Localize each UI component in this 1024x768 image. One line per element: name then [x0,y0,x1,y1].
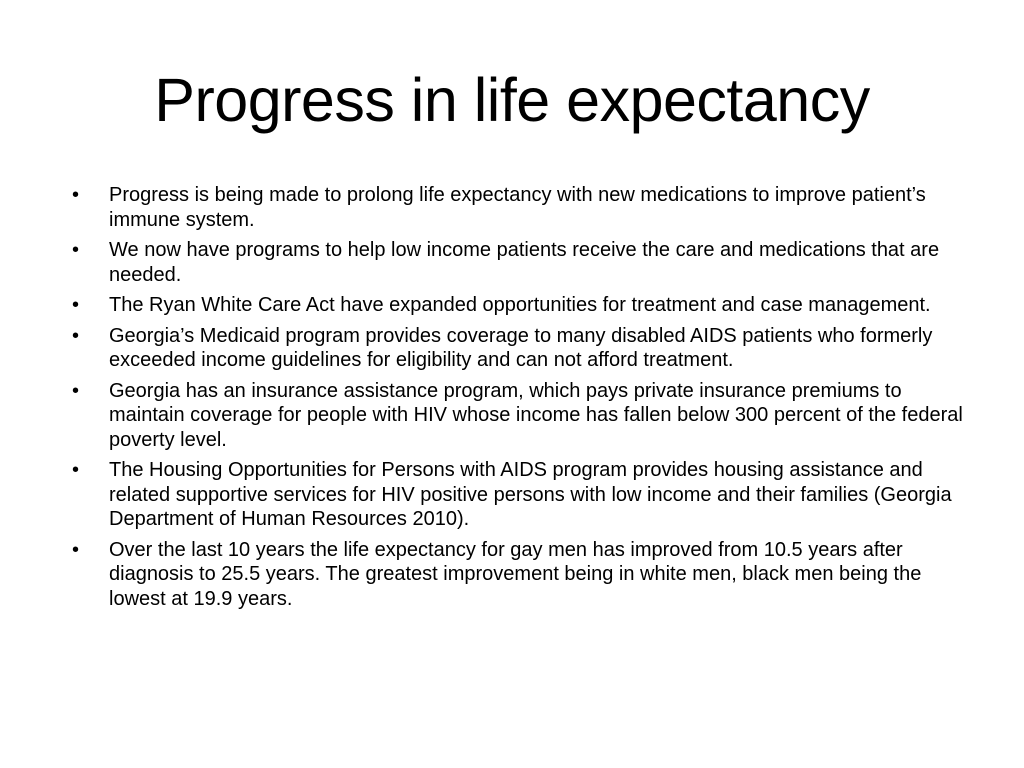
bullet-text: The Housing Opportunities for Persons with AIDS program provides housing assistance and related supportive services for HIV positive persons with low income and their families (Georgia Department of Human Resources 2010). [109,459,952,530]
list-item [72,183,982,232]
bullet-text: We now have programs to help low income patients receive the care and medications that are needed. [109,239,940,286]
bullet-text: Georgia’s Medicaid program provides coverage to many disabled AIDS patients who formerly exceeded income guidelines for eligibility and can not afford treatment. [109,324,933,371]
bullet-icon: • [72,294,80,316]
bullet-text: The Ryan White Care Act have expanded opportunities for treatment and case management. [109,294,931,316]
bullet-text: Progress is being made to prolong life expectancy with new medications to improve patient’s immune system. [109,184,926,231]
bullet-text: Georgia has an insurance assistance program, which pays private insurance premiums to maintain coverage for people with HIV whose income has fallen below 300 percent of the federal poverty level. [109,379,963,451]
bullet-icon: • [72,538,80,561]
list-item [72,458,982,532]
bullet-icon: • [72,459,80,481]
bullet-list [72,183,982,617]
slide-title: Progress in life expectancy [154,66,870,134]
list-item [72,238,982,287]
bullet-icon: • [72,184,80,206]
bullet-icon: • [72,239,80,261]
list-item [72,379,982,453]
bullet-text: Over the last 10 years the life expectancy for gay men has improved from 10.5 years after diagnosis to 25.5 years. The greatest improvement being in white men, black men being the lowest at 19.9 years. [109,538,922,610]
list-item [72,538,982,612]
bullet-icon: • [72,379,80,402]
list-item [72,293,982,318]
bullet-icon: • [72,324,80,347]
list-item [72,324,982,373]
